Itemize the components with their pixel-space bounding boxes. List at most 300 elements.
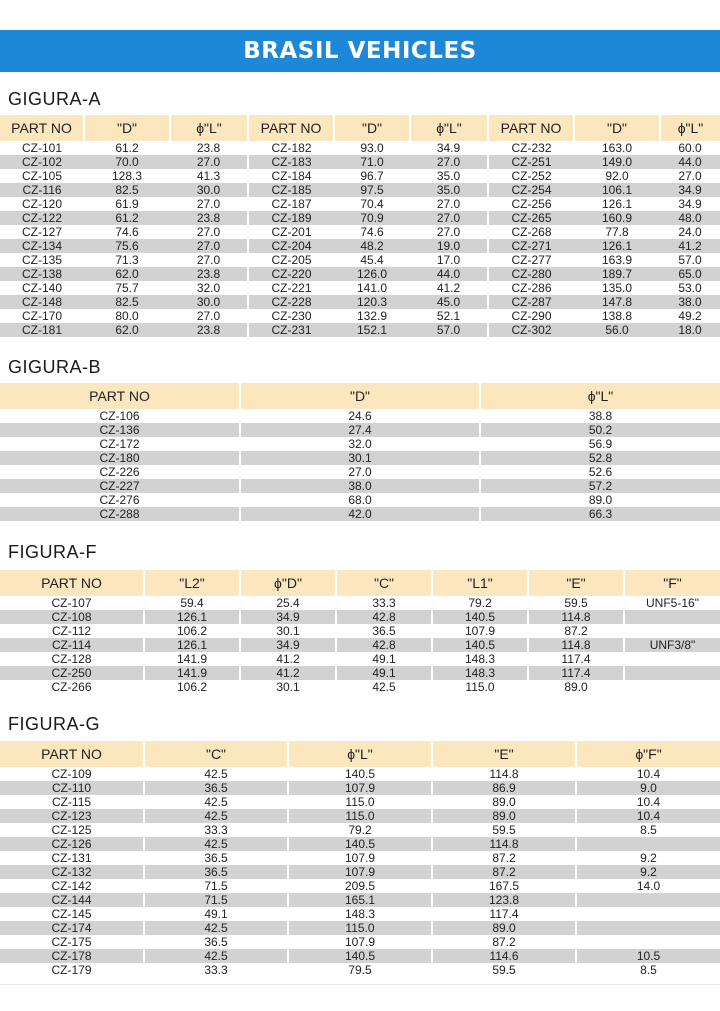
table-cell: 8.5 (576, 823, 720, 837)
table-cell: 34.9 (410, 141, 488, 155)
table-cell: CZ-182 (248, 141, 334, 155)
table-cell: CZ-201 (248, 225, 334, 239)
table-gigura-b (0, 383, 720, 521)
table-cell: 79.2 (432, 596, 528, 610)
table-cell: 106.1 (574, 183, 660, 197)
table-cell: 56.9 (480, 437, 720, 451)
table-cell: 49.1 (336, 652, 432, 666)
table-cell: CZ-134 (0, 239, 84, 253)
table-row (0, 638, 720, 652)
table-row (0, 907, 720, 921)
table-row (0, 865, 720, 879)
table-cell: 140.5 (288, 837, 432, 851)
table-cell: 49.1 (144, 907, 288, 921)
table-cell: 61.2 (84, 211, 170, 225)
table-cell: CZ-221 (248, 281, 334, 295)
table-cell: CZ-136 (0, 423, 240, 437)
table-cell: 30.1 (240, 624, 336, 638)
table-cell: 107.9 (288, 865, 432, 879)
table-cell: CZ-230 (248, 309, 334, 323)
column-header: PART NO (0, 570, 144, 596)
table-cell: 57.2 (480, 479, 720, 493)
table-row (0, 155, 720, 169)
table-cell: 160.9 (574, 211, 660, 225)
table-cell: 107.9 (288, 781, 432, 795)
table-row (0, 809, 720, 823)
table-row (0, 507, 720, 521)
table-cell: 10.4 (576, 767, 720, 781)
table-cell: 17.0 (410, 253, 488, 267)
table-cell: CZ-142 (0, 879, 144, 893)
table-cell: CZ-231 (248, 323, 334, 337)
table-cell: 33.3 (144, 963, 288, 977)
table-cell: 41.2 (240, 652, 336, 666)
table-cell: 56.0 (574, 323, 660, 337)
table-cell: 115.0 (288, 809, 432, 823)
table-row (0, 451, 720, 465)
table-cell: 87.2 (432, 851, 576, 865)
table-cell: 9.2 (576, 865, 720, 879)
table-cell: CZ-254 (488, 183, 574, 197)
table-cell: 38.0 (240, 479, 480, 493)
table-row (0, 141, 720, 155)
table-cell (576, 921, 720, 935)
column-header: PART NO (488, 115, 574, 141)
table-cell: CZ-256 (488, 197, 574, 211)
table-cell: 140.5 (432, 638, 528, 652)
table-row (0, 795, 720, 809)
column-header: "E" (432, 741, 576, 767)
table-cell: UNF3/8" (624, 638, 720, 652)
table-cell: 59.5 (432, 963, 576, 977)
table-cell: 71.5 (144, 879, 288, 893)
table-cell (624, 652, 720, 666)
column-header: PART NO (0, 741, 144, 767)
table-row (0, 893, 720, 907)
section-title-f: FIGURA-F (8, 542, 97, 562)
table-cell: CZ-290 (488, 309, 574, 323)
table-cell: 167.5 (432, 879, 576, 893)
table-cell: 65.0 (660, 267, 720, 281)
table-cell: 189.7 (574, 267, 660, 281)
table-cell: 53.0 (660, 281, 720, 295)
table-cell: 36.5 (144, 781, 288, 795)
table-cell: 35.0 (410, 169, 488, 183)
table-cell: 27.0 (410, 225, 488, 239)
table-cell: 93.0 (334, 141, 410, 155)
table-cell: CZ-122 (0, 211, 84, 225)
table-cell: 148.3 (288, 907, 432, 921)
table-cell: 49.1 (336, 666, 432, 680)
table-row (0, 169, 720, 183)
table-cell: CZ-252 (488, 169, 574, 183)
column-header: PART NO (0, 383, 240, 409)
section-title-b: GIGURA-B (8, 357, 102, 377)
table-cell: 117.4 (528, 652, 624, 666)
table-cell: 41.2 (660, 239, 720, 253)
table-cell: 42.0 (240, 507, 480, 521)
table-cell: 62.0 (84, 323, 170, 337)
table-cell: CZ-286 (488, 281, 574, 295)
table-row (0, 479, 720, 493)
table-cell: 87.2 (432, 865, 576, 879)
table-cell: 209.5 (288, 879, 432, 893)
section-title-a: GIGURA-A (8, 89, 102, 109)
table-cell: CZ-189 (248, 211, 334, 225)
column-header: ϕ"L" (288, 741, 432, 767)
table-cell: CZ-106 (0, 409, 240, 423)
table-cell: 27.0 (410, 155, 488, 169)
table-cell: CZ-187 (248, 197, 334, 211)
table-cell (576, 893, 720, 907)
table-cell: 60.0 (660, 141, 720, 155)
table-row (0, 610, 720, 624)
table-cell: 52.8 (480, 451, 720, 465)
table-cell: CZ-205 (248, 253, 334, 267)
table-cell: 52.1 (410, 309, 488, 323)
table-cell: CZ-144 (0, 893, 144, 907)
table-row (0, 267, 720, 281)
table-cell: 97.5 (334, 183, 410, 197)
table-cell: 9.2 (576, 851, 720, 865)
table-cell (576, 935, 720, 949)
table-cell (624, 624, 720, 638)
table-cell: CZ-102 (0, 155, 84, 169)
table-cell (576, 837, 720, 851)
table-row (0, 183, 720, 197)
table-cell: CZ-120 (0, 197, 84, 211)
table-cell: 70.9 (334, 211, 410, 225)
table-cell: 107.9 (432, 624, 528, 638)
table-cell: 117.4 (528, 666, 624, 680)
table-cell: 27.0 (660, 169, 720, 183)
table-figura-g (0, 741, 720, 977)
table-cell: CZ-138 (0, 267, 84, 281)
column-header: ϕ"L" (170, 115, 248, 141)
column-header: ϕ"F" (576, 741, 720, 767)
table-cell: CZ-220 (248, 267, 334, 281)
table-cell: CZ-135 (0, 253, 84, 267)
table-cell: 149.0 (574, 155, 660, 169)
table-cell: 36.5 (144, 935, 288, 949)
bottom-divider (0, 984, 720, 985)
table-cell: 140.5 (288, 767, 432, 781)
table-cell: CZ-251 (488, 155, 574, 169)
table-cell: 14.0 (576, 879, 720, 893)
table-cell: 126.1 (574, 239, 660, 253)
table-cell: 71.5 (144, 893, 288, 907)
table-cell: CZ-125 (0, 823, 144, 837)
table-row (0, 837, 720, 851)
table-cell: 34.9 (240, 610, 336, 624)
table-cell: CZ-250 (0, 666, 144, 680)
table-cell: 24.6 (240, 409, 480, 423)
table-cell: 50.2 (480, 423, 720, 437)
table-cell: CZ-131 (0, 851, 144, 865)
table-cell: 114.6 (432, 949, 576, 963)
table-cell: 82.5 (84, 183, 170, 197)
table-cell: 41.2 (410, 281, 488, 295)
table-cell: CZ-145 (0, 907, 144, 921)
table-cell: 75.7 (84, 281, 170, 295)
table-cell (624, 610, 720, 624)
table-row (0, 465, 720, 479)
table-cell: 10.4 (576, 809, 720, 823)
table-cell: 114.8 (432, 767, 576, 781)
table-cell: CZ-105 (0, 169, 84, 183)
table-cell: CZ-183 (248, 155, 334, 169)
column-header: PART NO (248, 115, 334, 141)
table-cell: CZ-276 (0, 493, 240, 507)
table-cell: 62.0 (84, 267, 170, 281)
table-cell: CZ-112 (0, 624, 144, 638)
table-cell: 77.8 (574, 225, 660, 239)
table-cell: 115.0 (432, 680, 528, 694)
table-cell: 38.0 (660, 295, 720, 309)
table-cell: 25.4 (240, 596, 336, 610)
table-row (0, 823, 720, 837)
table-cell: 128.3 (84, 169, 170, 183)
section-title-g: FIGURA-G (8, 714, 100, 734)
table-cell: 42.5 (144, 809, 288, 823)
table-cell: CZ-172 (0, 437, 240, 451)
table-cell: CZ-108 (0, 610, 144, 624)
table-cell: 42.5 (144, 837, 288, 851)
table-cell: 96.7 (334, 169, 410, 183)
table-cell: 80.0 (84, 309, 170, 323)
table-cell: 71.0 (334, 155, 410, 169)
table-cell: 141.0 (334, 281, 410, 295)
table-row (0, 963, 720, 977)
table-cell: 42.5 (336, 680, 432, 694)
column-header: "D" (334, 115, 410, 141)
table-row (0, 295, 720, 309)
table-cell: 36.5 (144, 865, 288, 879)
table-row (0, 309, 720, 323)
table-row (0, 281, 720, 295)
table-cell: CZ-109 (0, 767, 144, 781)
table-row (0, 323, 720, 337)
table-row (0, 781, 720, 795)
table-row (0, 624, 720, 638)
table-cell: 27.0 (240, 465, 480, 479)
table-cell: CZ-178 (0, 949, 144, 963)
table-cell: 89.0 (432, 921, 576, 935)
table-cell: CZ-227 (0, 479, 240, 493)
table-cell: 140.5 (288, 949, 432, 963)
table-cell: CZ-204 (248, 239, 334, 253)
table-cell: 23.8 (170, 323, 248, 337)
table-cell: 74.6 (84, 225, 170, 239)
table-row (0, 666, 720, 680)
table-cell: 42.8 (336, 610, 432, 624)
table-cell: 10.5 (576, 949, 720, 963)
table-row (0, 225, 720, 239)
table-cell: 34.9 (660, 197, 720, 211)
table-row (0, 921, 720, 935)
column-header: "L1" (432, 570, 528, 596)
table-row (0, 423, 720, 437)
table-cell: 33.3 (336, 596, 432, 610)
table-cell: 107.9 (288, 851, 432, 865)
table-cell: 140.5 (432, 610, 528, 624)
table-cell: 141.9 (144, 652, 240, 666)
table-cell: CZ-101 (0, 141, 84, 155)
column-header: "L2" (144, 570, 240, 596)
table-cell: 27.0 (410, 211, 488, 225)
table-cell: 27.4 (240, 423, 480, 437)
table-cell: 114.8 (528, 610, 624, 624)
table-cell: 71.3 (84, 253, 170, 267)
table-cell (576, 907, 720, 921)
table-cell: 34.9 (660, 183, 720, 197)
table-cell: 106.2 (144, 680, 240, 694)
table-cell: 66.3 (480, 507, 720, 521)
table-cell: 123.8 (432, 893, 576, 907)
column-header: "C" (144, 741, 288, 767)
table-row (0, 596, 720, 610)
table-cell: 44.0 (410, 267, 488, 281)
table-cell: 106.2 (144, 624, 240, 638)
table-cell: CZ-288 (0, 507, 240, 521)
table-cell: CZ-115 (0, 795, 144, 809)
table-cell: CZ-180 (0, 451, 240, 465)
header-row (0, 570, 720, 596)
table-row (0, 767, 720, 781)
table-cell: CZ-123 (0, 809, 144, 823)
table-cell: 114.8 (528, 638, 624, 652)
table-cell: 8.5 (576, 963, 720, 977)
table-row (0, 652, 720, 666)
table-cell: 27.0 (170, 197, 248, 211)
table-cell: 42.5 (144, 767, 288, 781)
table-cell: CZ-175 (0, 935, 144, 949)
table-cell: CZ-126 (0, 837, 144, 851)
table-cell: 68.0 (240, 493, 480, 507)
table-cell: 163.9 (574, 253, 660, 267)
table-cell: 23.8 (170, 267, 248, 281)
table-row (0, 409, 720, 423)
table-cell: CZ-268 (488, 225, 574, 239)
table-row (0, 949, 720, 963)
table-cell: 45.0 (410, 295, 488, 309)
table-cell: 49.2 (660, 309, 720, 323)
table-cell: 87.2 (528, 624, 624, 638)
table-cell: 148.3 (432, 652, 528, 666)
table-cell: 42.5 (144, 949, 288, 963)
table-cell: 147.8 (574, 295, 660, 309)
table-cell: CZ-266 (0, 680, 144, 694)
table-row (0, 879, 720, 893)
table-cell: 92.0 (574, 169, 660, 183)
table-cell: 27.0 (170, 239, 248, 253)
table-cell: 126.1 (574, 197, 660, 211)
table-cell: 138.8 (574, 309, 660, 323)
table-cell: 23.8 (170, 141, 248, 155)
column-header: "D" (84, 115, 170, 141)
table-cell: CZ-179 (0, 963, 144, 977)
table-cell: CZ-107 (0, 596, 144, 610)
header-row (0, 741, 720, 767)
column-header: "C" (336, 570, 432, 596)
table-cell: CZ-114 (0, 638, 144, 652)
table-cell: 36.5 (144, 851, 288, 865)
table-cell: 41.2 (240, 666, 336, 680)
table-cell: 48.2 (334, 239, 410, 253)
table-cell: 89.0 (432, 809, 576, 823)
table-cell: 59.5 (432, 823, 576, 837)
table-cell: 57.0 (410, 323, 488, 337)
table-cell: 32.0 (240, 437, 480, 451)
column-header: ϕ"L" (660, 115, 720, 141)
table-cell: CZ-226 (0, 465, 240, 479)
table-cell: 57.0 (660, 253, 720, 267)
table-row (0, 851, 720, 865)
table-cell: 27.0 (410, 197, 488, 211)
table-cell: CZ-110 (0, 781, 144, 795)
table-cell: 79.5 (288, 963, 432, 977)
table-cell: 74.6 (334, 225, 410, 239)
table-cell: 42.5 (144, 795, 288, 809)
table-cell: 126.1 (144, 638, 240, 652)
table-cell: 27.0 (170, 253, 248, 267)
table-cell: 52.6 (480, 465, 720, 479)
table-row (0, 493, 720, 507)
table-cell: 30.1 (240, 451, 480, 465)
table-cell: CZ-127 (0, 225, 84, 239)
table-cell: 115.0 (288, 921, 432, 935)
table-cell: 87.2 (432, 935, 576, 949)
table-cell: 61.9 (84, 197, 170, 211)
table-cell: CZ-302 (488, 323, 574, 337)
column-header: "F" (624, 570, 720, 596)
table-cell: 132.9 (334, 309, 410, 323)
table-cell: 152.1 (334, 323, 410, 337)
table-cell (624, 680, 720, 694)
table-cell: CZ-265 (488, 211, 574, 225)
table-cell: CZ-232 (488, 141, 574, 155)
table-cell: 42.8 (336, 638, 432, 652)
table-cell: CZ-280 (488, 267, 574, 281)
table-cell: CZ-184 (248, 169, 334, 183)
table-row (0, 197, 720, 211)
column-header: PART NO (0, 115, 84, 141)
table-cell: 30.0 (170, 183, 248, 197)
table-cell: 89.0 (528, 680, 624, 694)
table-row (0, 935, 720, 949)
column-header: "E" (528, 570, 624, 596)
table-cell: CZ-170 (0, 309, 84, 323)
table-cell: UNF5-16" (624, 596, 720, 610)
table-cell: 36.5 (336, 624, 432, 638)
table-row (0, 680, 720, 694)
table-cell: 24.0 (660, 225, 720, 239)
table-cell: 27.0 (170, 155, 248, 169)
table-figura-f (0, 570, 720, 694)
table-cell: 9.0 (576, 781, 720, 795)
table-cell: CZ-277 (488, 253, 574, 267)
table-cell: 126.1 (144, 610, 240, 624)
table-row (0, 239, 720, 253)
table-cell: 82.5 (84, 295, 170, 309)
table-cell: 61.2 (84, 141, 170, 155)
table-cell: 117.4 (432, 907, 576, 921)
page-banner: BRASIL VEHICLES (0, 30, 720, 72)
table-cell: 30.1 (240, 680, 336, 694)
table-cell: 141.9 (144, 666, 240, 680)
table-cell: 163.0 (574, 141, 660, 155)
table-cell: 114.8 (432, 837, 576, 851)
